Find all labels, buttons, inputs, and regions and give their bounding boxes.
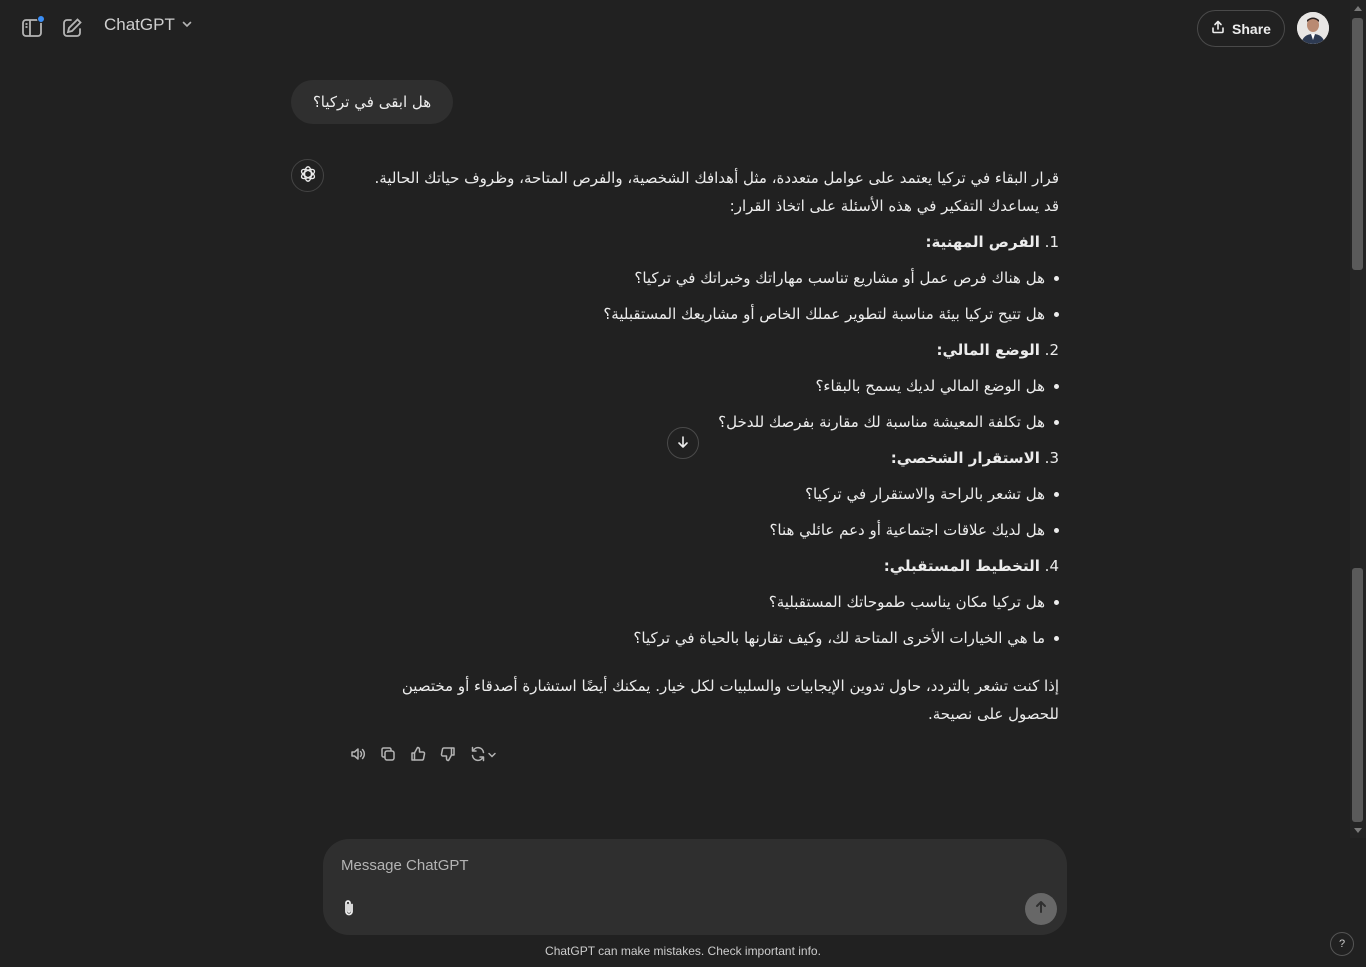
section-title: الوضع المالي:	[936, 341, 1040, 359]
assistant-avatar	[291, 159, 324, 192]
list-item	[633, 624, 1059, 652]
scroll-down-arrow-icon[interactable]	[1354, 828, 1362, 833]
section-heading	[926, 228, 1059, 256]
share-icon	[1211, 20, 1225, 37]
list-item-text: هل تركيا مكان يناسب طموحاتك المستقبلية؟	[768, 593, 1045, 611]
top-header	[0, 0, 1350, 56]
list-item	[805, 480, 1059, 508]
bullet-icon	[1054, 384, 1059, 389]
list-item-text: هل تشعر بالراحة والاستقرار في تركيا؟	[805, 485, 1045, 503]
scrollbar[interactable]	[1350, 0, 1366, 838]
attach-icon[interactable]	[337, 896, 361, 920]
bullet-icon	[1054, 528, 1059, 533]
section-number: 3.	[1044, 449, 1059, 467]
message-composer	[323, 839, 1067, 935]
openai-logo-icon	[298, 164, 318, 188]
user-message-bubble	[291, 80, 453, 124]
message-input[interactable]	[341, 853, 1021, 877]
notification-dot	[37, 15, 45, 23]
section-title: التخطيط المستقبلي:	[883, 557, 1040, 575]
help-button[interactable]: ?	[1330, 932, 1354, 956]
section-heading	[891, 444, 1059, 472]
arrow-down-icon	[676, 434, 690, 453]
list-item-text: هل تكلفة المعيشة مناسبة لك مقارنة بفرصك للدخل؟	[718, 413, 1045, 431]
list-item-text: هل تتيح تركيا بيئة مناسبة لتطوير عملك الخاص أو مشاريعك المستقبلية؟	[603, 305, 1045, 323]
bullet-icon	[1054, 600, 1059, 605]
list-item	[718, 408, 1059, 436]
scroll-to-bottom-button[interactable]	[667, 427, 699, 459]
share-label: Share	[1232, 20, 1271, 37]
list-item	[603, 300, 1059, 328]
bullet-icon	[1054, 420, 1059, 425]
share-button[interactable]	[1197, 10, 1285, 47]
list-item	[634, 264, 1059, 292]
model-name: ChatGPT	[104, 15, 175, 34]
thumbs-down-icon[interactable]	[436, 742, 460, 766]
closing-line: للحصول على نصيحة.	[927, 705, 1059, 723]
new-chat-icon[interactable]	[60, 16, 84, 40]
disclaimer-text: ChatGPT can make mistakes. Check important info.	[545, 944, 821, 958]
chevron-down-icon	[181, 15, 193, 35]
list-item-text: هل لديك علاقات اجتماعية أو دعم عائلي هنا؟	[769, 521, 1045, 539]
list-item	[769, 516, 1059, 544]
user-message-text: هل ابقى في تركيا؟	[312, 93, 432, 111]
read-aloud-icon[interactable]	[346, 742, 370, 766]
intro-line: قرار البقاء في تركيا يعتمد على عوامل متعددة، مثل أهدافك الشخصية، والفرص المتاحة، وظروف حياتك الحالية.	[374, 169, 1059, 187]
bullet-icon	[1054, 276, 1059, 281]
model-selector[interactable]	[104, 15, 193, 35]
section-number: 2.	[1044, 341, 1059, 359]
list-item	[815, 372, 1059, 400]
list-item-text: ما هي الخيارات الأخرى المتاحة لك، وكيف تقارنها بالحياة في تركيا؟	[633, 629, 1045, 647]
bullet-icon	[1054, 312, 1059, 317]
scrollbar-thumb[interactable]	[1352, 18, 1363, 270]
copy-icon[interactable]	[376, 742, 400, 766]
bullet-icon	[1054, 492, 1059, 497]
list-item-text: هل هناك فرص عمل أو مشاريع تناسب مهاراتك وخبراتك في تركيا؟	[634, 269, 1045, 287]
list-item-text: هل الوضع المالي لديك يسمح بالبقاء؟	[815, 377, 1045, 395]
section-heading	[884, 552, 1059, 580]
avatar[interactable]	[1297, 12, 1329, 44]
arrow-up-icon	[1033, 899, 1049, 919]
regenerate-icon[interactable]	[466, 742, 500, 766]
list-item	[769, 588, 1059, 616]
section-number: 1.	[1044, 233, 1059, 251]
scrollbar-thumb[interactable]	[1352, 568, 1363, 822]
section-title: الفرص المهنية:	[925, 233, 1040, 251]
thumbs-up-icon[interactable]	[406, 742, 430, 766]
scroll-up-arrow-icon[interactable]	[1354, 6, 1362, 11]
closing-line: إذا كنت تشعر بالتردد، حاول تدوين الإيجابيات والسلبيات لكل خيار. يمكنك أيضًا استشارة أصدقاء أو مختصين	[401, 677, 1059, 695]
section-title: الاستقرار الشخصي:	[890, 449, 1040, 467]
chevron-down-icon	[487, 745, 497, 764]
bullet-icon	[1054, 636, 1059, 641]
section-number: 4.	[1044, 557, 1059, 575]
send-button[interactable]	[1025, 893, 1057, 925]
section-heading	[936, 336, 1059, 364]
message-actions	[346, 742, 506, 766]
sidebar-toggle-icon[interactable]	[20, 16, 44, 40]
intro-line: قد يساعدك التفكير في هذه الأسئلة على اتخاذ القرار:	[729, 197, 1059, 215]
